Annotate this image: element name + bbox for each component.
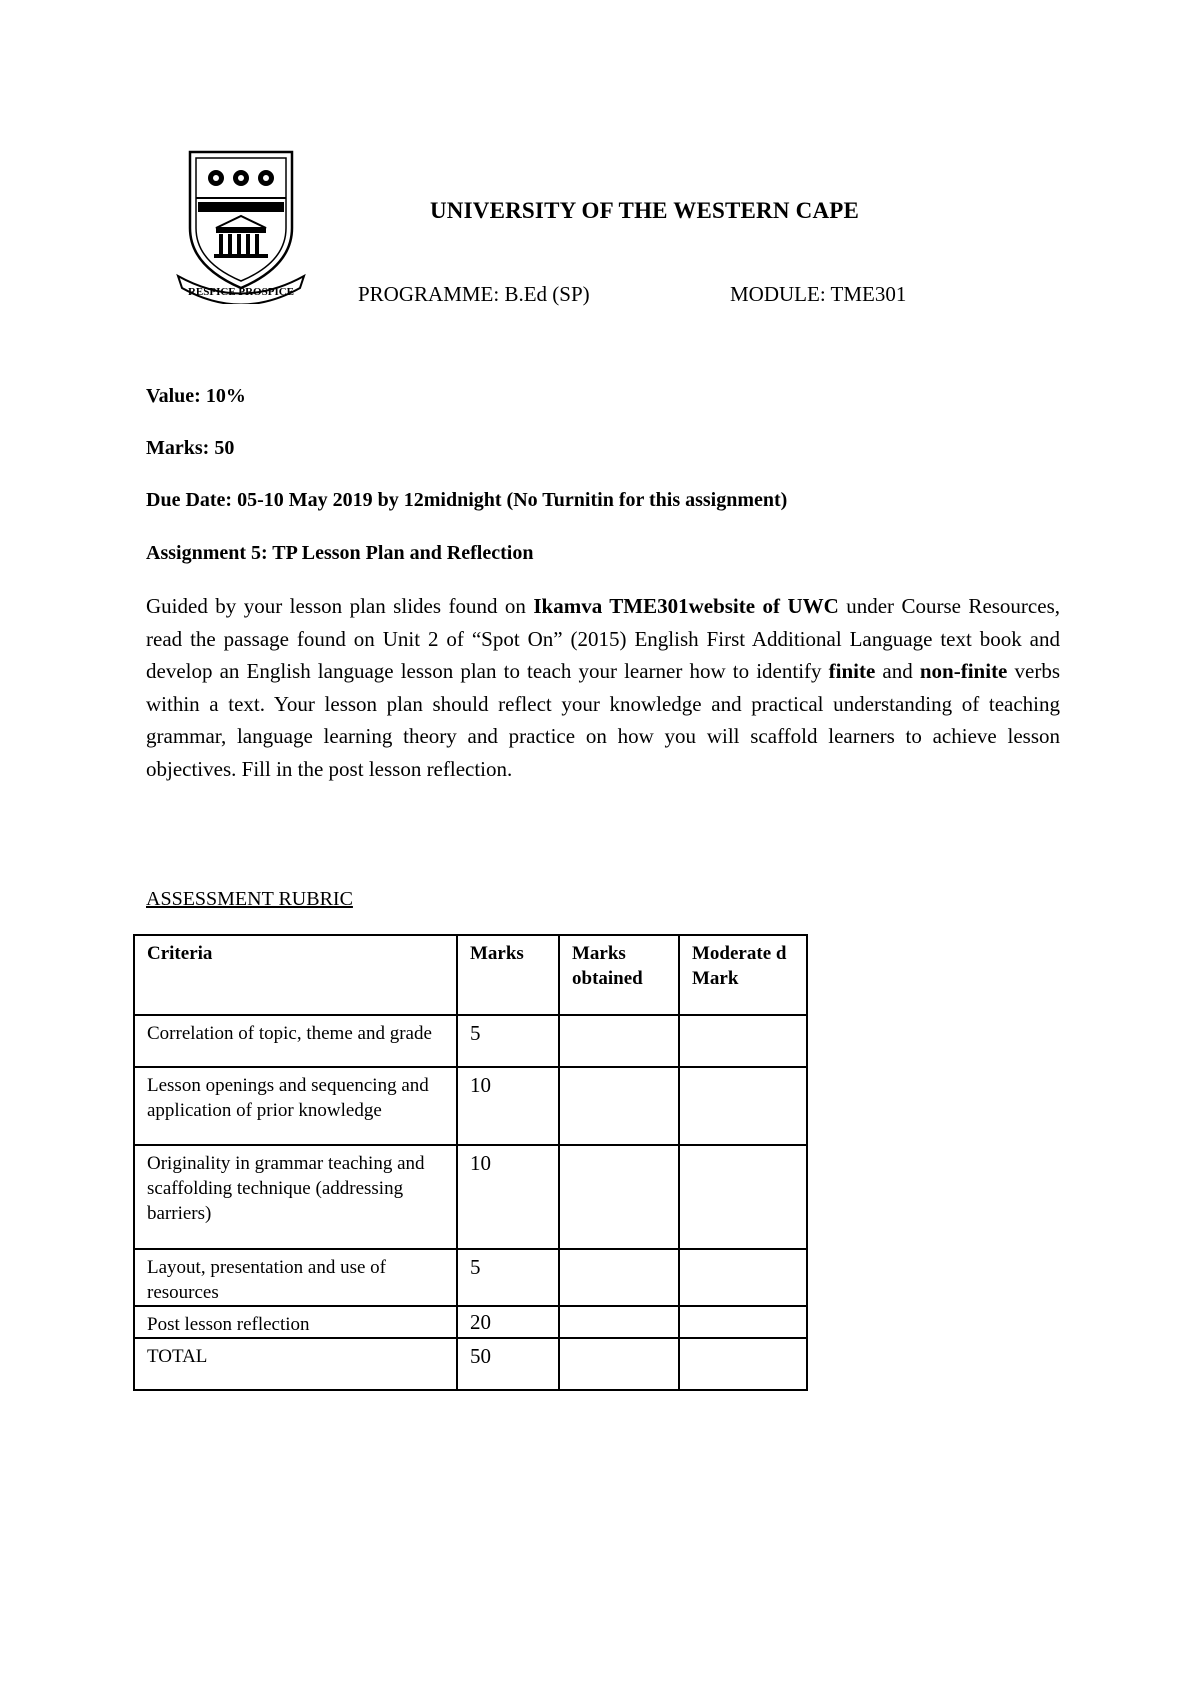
column-header-criteria: Criteria xyxy=(134,935,457,1015)
assignment-title: Assignment 5: TP Lesson Plan and Reflection xyxy=(146,542,534,564)
crest-motto-text: RESPICE PROSPICE xyxy=(187,286,295,298)
table-row xyxy=(134,1249,807,1306)
rubric-heading: ASSESSMENT RUBRIC xyxy=(146,888,353,910)
instructions-text: verbs within a text. Your lesson plan should reflect your knowledge and practical understanding of teaching grammar, language learning theory and practice on how you will scaffold learners to achieve lesson objectives. Fill in the post lesson reflection. xyxy=(146,659,1060,781)
total-marks-cell: 50 xyxy=(457,1338,559,1390)
moderated-mark-cell xyxy=(679,1015,807,1067)
table-row xyxy=(134,1067,807,1145)
due-date-field: Due Date: 05-10 May 2019 by 12midnight (No Turnitin for this assignment) xyxy=(146,489,788,511)
university-crest-logo xyxy=(176,146,306,304)
instructions-text: and xyxy=(875,659,920,683)
marks-cell: 10 xyxy=(457,1067,559,1145)
criteria-cell: Post lesson reflection xyxy=(134,1306,457,1338)
marks-cell: 20 xyxy=(457,1306,559,1338)
table-row xyxy=(134,1145,807,1249)
total-label-cell: TOTAL xyxy=(134,1338,457,1390)
marks-field: Marks: 50 xyxy=(146,437,235,459)
marks-obtained-cell xyxy=(559,1145,679,1249)
marks-cell: 5 xyxy=(457,1015,559,1067)
marks-cell: 5 xyxy=(457,1249,559,1306)
criteria-cell: Layout, presentation and use of resources xyxy=(134,1249,457,1306)
moderated-mark-cell xyxy=(679,1306,807,1338)
instructions-paragraph xyxy=(146,590,1060,785)
marks-cell: 10 xyxy=(457,1145,559,1249)
instructions-text: under Course Resources, read the passage found on Unit 2 of “Spot On” (2015) English First Additional Language text book and develop an English language lesson plan to teach your learner how to identify xyxy=(146,594,1060,683)
value-field: Value: 10% xyxy=(146,385,246,407)
instructions-finite: finite xyxy=(828,659,876,683)
moderated-mark-cell xyxy=(679,1145,807,1249)
instructions-non-finite: non-finite xyxy=(919,659,1008,683)
programme-label: PROGRAMME: B.Ed (SP) xyxy=(358,282,590,306)
column-header-marks-obtained: Marks obtained xyxy=(559,935,679,1015)
marks-obtained-cell xyxy=(559,1015,679,1067)
table-row xyxy=(134,1306,807,1338)
table-row xyxy=(134,1015,807,1067)
instructions-website: Ikamva TME301website of UWC xyxy=(533,594,839,618)
marks-obtained-cell xyxy=(559,1306,679,1338)
moderated-mark-cell xyxy=(679,1338,807,1390)
marks-obtained-cell xyxy=(559,1249,679,1306)
criteria-cell: Originality in grammar teaching and scaffolding technique (addressing barriers) xyxy=(134,1145,457,1249)
university-title: UNIVERSITY OF THE WESTERN CAPE xyxy=(430,198,860,223)
criteria-cell: Lesson openings and sequencing and application of prior knowledge xyxy=(134,1067,457,1145)
column-header-marks: Marks xyxy=(457,935,559,1015)
assessment-rubric-table xyxy=(133,934,808,1391)
table-row-total xyxy=(134,1338,807,1390)
instructions-text: Guided by your lesson plan slides found on xyxy=(146,594,534,618)
criteria-cell: Correlation of topic, theme and grade xyxy=(134,1015,457,1067)
moderated-mark-cell xyxy=(679,1249,807,1306)
column-header-moderated-mark: Moderate d Mark xyxy=(679,935,807,1015)
module-label: MODULE: TME301 xyxy=(730,282,907,306)
table-header-row xyxy=(134,935,807,1015)
moderated-mark-cell xyxy=(679,1067,807,1145)
marks-obtained-cell xyxy=(559,1067,679,1145)
marks-obtained-cell xyxy=(559,1338,679,1390)
